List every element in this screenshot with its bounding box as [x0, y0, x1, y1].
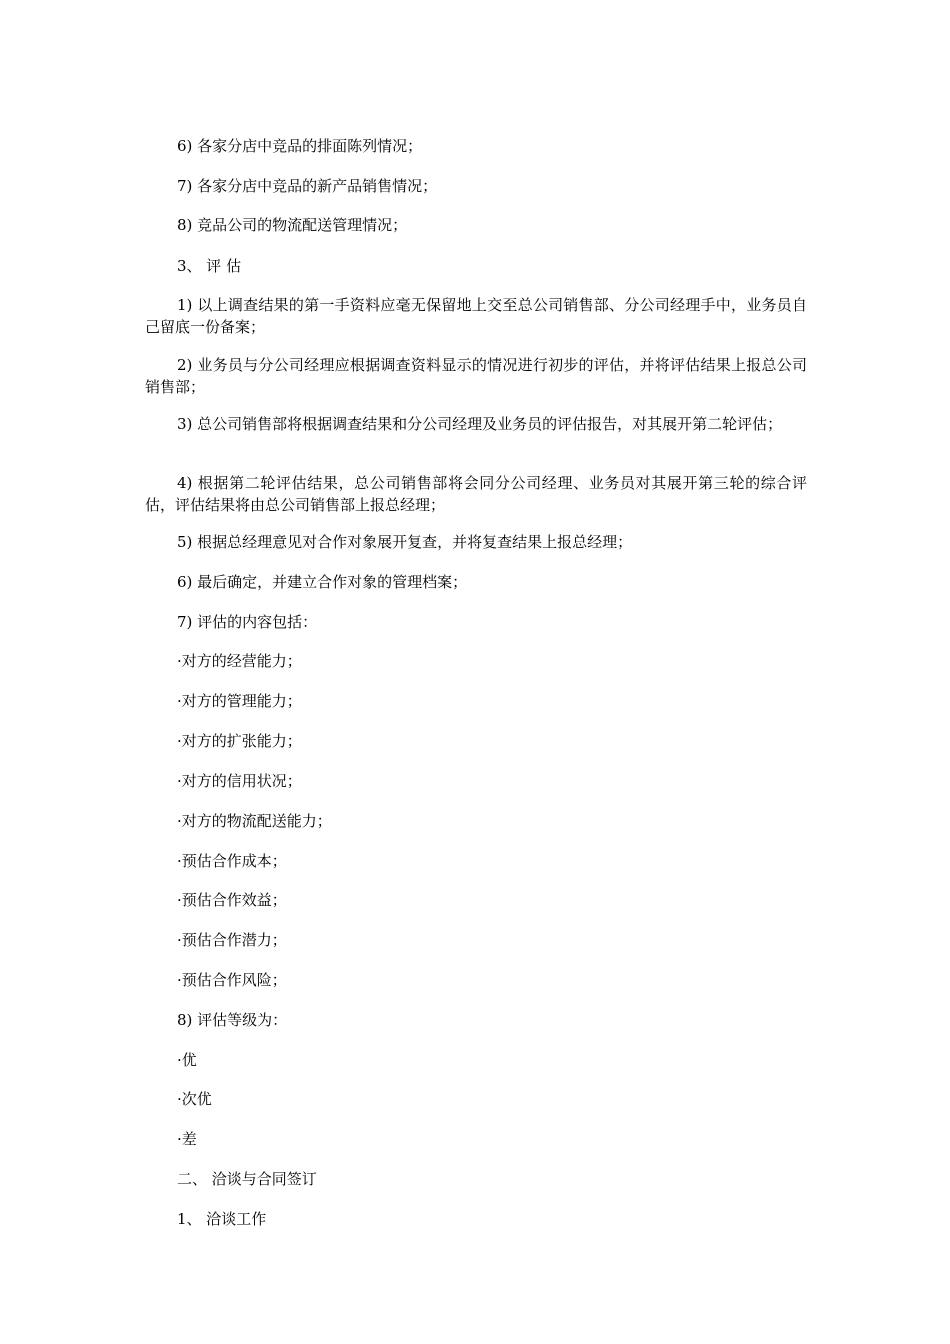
- paragraph-eval-4: 4) 根据第二轮评估结果，总公司销售部将会同分公司经理、业务员对其展开第三轮的综合评估，评估结果将由总公司销售部上报总经理；: [145, 474, 807, 514]
- list-item-cooperation-cost: ·预估合作成本；: [177, 852, 287, 870]
- list-item-grade-poor: ·差: [177, 1130, 197, 1148]
- paragraph-eval-2: 2) 业务员与分公司经理应根据调查资料显示的情况进行初步的评估，并将评估结果上报总公司销售部；: [145, 356, 807, 396]
- paragraph-item-8-logistics: 8) 竞品公司的物流配送管理情况；: [177, 216, 408, 234]
- subsection-heading-negotiation-work: 1、 洽谈工作: [177, 1210, 267, 1228]
- list-item-cooperation-benefit: ·预估合作效益；: [177, 891, 287, 909]
- list-item-logistics-ability: ·对方的物流配送能力；: [177, 812, 332, 830]
- paragraph-eval-3: 3) 总公司销售部将根据调查结果和分公司经理及业务员的评估报告，对其展开第二轮评估；: [177, 415, 783, 433]
- list-item-credit-status: ·对方的信用状况；: [177, 772, 302, 790]
- paragraph-eval-5: 5) 根据总经理意见对合作对象展开复查，并将复查结果上报总经理；: [177, 533, 633, 551]
- section-heading-evaluation: 3、 评 估: [177, 257, 242, 275]
- list-item-cooperation-risk: ·预估合作风险；: [177, 971, 287, 989]
- paragraph-item-6-display: 6) 各家分店中竞品的排面陈列情况；: [177, 137, 423, 155]
- list-item-grade-sub-excellent: ·次优: [177, 1090, 212, 1108]
- list-item-expansion-ability: ·对方的扩张能力；: [177, 732, 302, 750]
- list-item-management-ability: ·对方的管理能力；: [177, 692, 302, 710]
- list-item-cooperation-potential: ·预估合作潜力；: [177, 931, 287, 949]
- paragraph-item-7-new-products: 7) 各家分店中竞品的新产品销售情况；: [177, 177, 438, 195]
- paragraph-eval-7: 7) 评估的内容包括：: [177, 613, 318, 631]
- list-item-grade-excellent: ·优: [177, 1051, 197, 1069]
- section-heading-negotiation: 二、 洽谈与合同签订: [177, 1170, 317, 1188]
- list-item-operating-ability: ·对方的经营能力；: [177, 652, 302, 670]
- paragraph-eval-6: 6) 最后确定，并建立合作对象的管理档案；: [177, 573, 468, 591]
- paragraph-eval-1: 1) 以上调查结果的第一手资料应毫无保留地上交至总公司销售部、分公司经理手中，业务员自己留底一份备案；: [145, 296, 807, 336]
- paragraph-eval-8: 8) 评估等级为：: [177, 1011, 288, 1029]
